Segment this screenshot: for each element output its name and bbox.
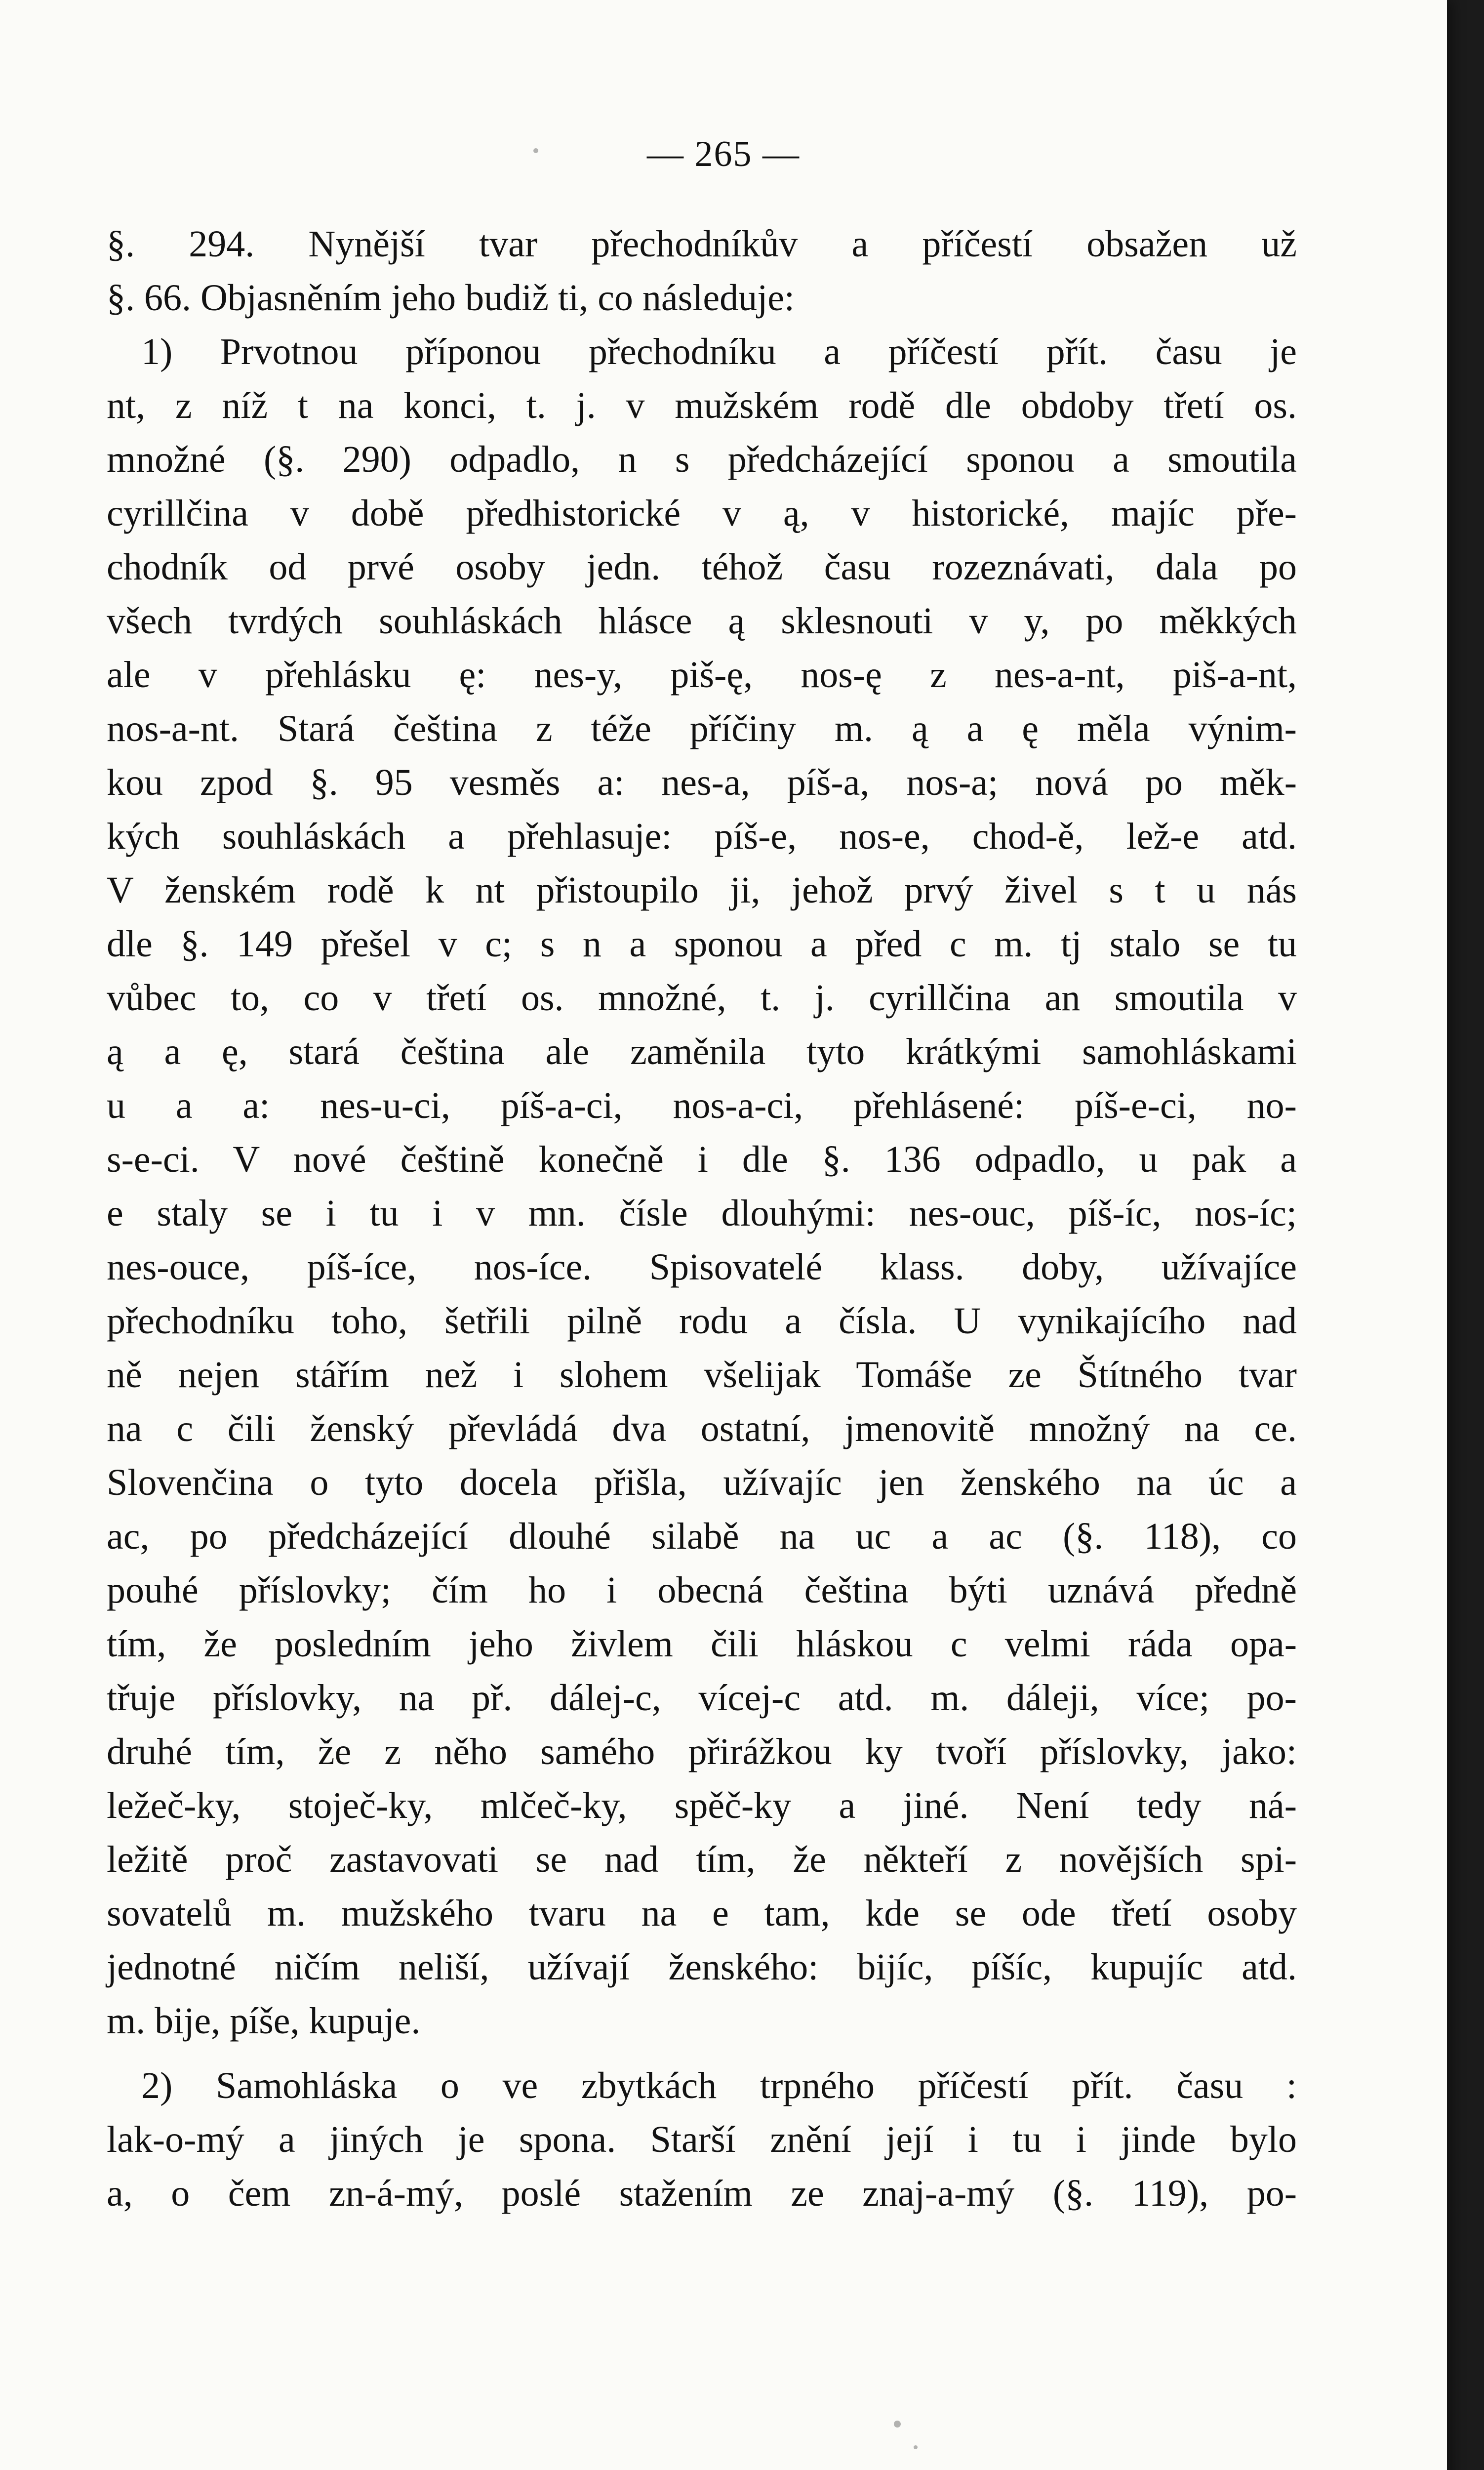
text-line: ležitě proč zastavovati se nad tím, že někteří z novějších spi-: [107, 1839, 1297, 1880]
paragraph-gap: [107, 2048, 1297, 2059]
text-line: §. 66. Objasněním jeho budiž ti, co následuje:: [107, 277, 795, 319]
paragraph-1: [107, 325, 1297, 2048]
text-line: třuje příslovky, na př. dálej-c, vícej-c atd. m. dáleji, více; po-: [107, 1677, 1297, 1719]
text-line: s-e-ci. V nové češtině konečně i dle §. 136 odpadlo, u pak a: [107, 1139, 1297, 1180]
scan-speck: [914, 2445, 918, 2449]
text-line: tím, že posledním jeho živlem čili hláskou c velmi ráda opa-: [107, 1623, 1297, 1665]
paragraph-294: [107, 217, 1297, 325]
scan-speck: [533, 148, 538, 153]
text-line: všech tvrdých souhláskách hlásce ą sklesnouti v y, po měkkých: [107, 600, 1297, 642]
scan-speck: [894, 2421, 901, 2428]
text-line: nos-a-nt. Stará čeština z téže příčiny m. ą a ę měla výnim-: [107, 708, 1297, 749]
text-line: ale v přehlásku ę: nes-y, piš-ę, nos-ę z nes-a-nt, piš-a-nt,: [107, 654, 1297, 696]
text-line: chodník od prvé osoby jedn. téhož času rozeznávati, dala po: [107, 546, 1297, 588]
text-line: ležeč-ky, stoječ-ky, mlčeč-ky, spěč-ky a jiné. Není tedy ná-: [107, 1785, 1297, 1826]
page-number: — 265 —: [647, 134, 800, 174]
text-line: dle §. 149 přešel v c; s n a sponou a před c m. tj stalo se tu: [107, 923, 1297, 965]
text-line: 2) Samohláska o ve zbytkách trpného příčestí přít. času :: [141, 2065, 1297, 2106]
text-line: kou zpod §. 95 vesměs a: nes-a, píš-a, nos-a; nová po měk-: [107, 762, 1297, 803]
text-line: cyrillčina v době předhistorické v ą, v historické, majíc pře-: [107, 493, 1297, 534]
body-text: [107, 217, 1297, 2221]
text-line: kých souhláskách a přehlasuje: píš-e, nos-e, chod-ě, lež-e atd.: [107, 816, 1297, 857]
text-line: Slovenčina o tyto docela přišla, užívajíc jen ženského na úc a: [107, 1462, 1297, 1503]
text-line: 1) Prvotnou příponou přechodníku a příčestí přít. času je: [141, 331, 1297, 372]
text-line: ą a ę, stará čeština ale zaměnila tyto krátkými samohláskami: [107, 1031, 1297, 1072]
text-line: množné (§. 290) odpadlo, n s předcházející sponou a smoutila: [107, 439, 1297, 480]
text-line: sovatelů m. mužského tvaru na e tam, kde se ode třetí osoby: [107, 1893, 1297, 1934]
text-line: e staly se i tu i v mn. čísle dlouhými: nes-ouc, píš-íc, nos-íc;: [107, 1193, 1297, 1234]
text-line: vůbec to, co v třetí os. množné, t. j. cyrillčina an smoutila v: [107, 977, 1297, 1019]
text-line: na c čili ženský převládá dva ostatní, jmenovitě množný na ce.: [107, 1408, 1297, 1449]
text-line: ně nejen stářím než i slohem všelijak Tomáše ze Štítného tvar: [107, 1354, 1297, 1396]
text-line: V ženském rodě k nt přistoupilo ji, jehož prvý živel s t u nás: [107, 869, 1297, 911]
text-line: nt, z níž t na konci, t. j. v mužském rodě dle obdoby třetí os.: [107, 385, 1297, 426]
text-line: ac, po předcházející dlouhé silabě na uc a ac (§. 118), co: [107, 1516, 1297, 1557]
text-line: pouhé příslovky; čím ho i obecná čeština býti uznává předně: [107, 1569, 1297, 1611]
paragraph-2: [107, 2059, 1297, 2221]
text-line: druhé tím, že z něho samého přirážkou ky tvoří příslovky, jako:: [107, 1731, 1297, 1772]
text-line: u a a: nes-u-ci, píš-a-ci, nos-a-ci, přehlásené: píš-e-ci, no-: [107, 1085, 1297, 1126]
text-line: §. 294. Nynější tvar přechodníkův a příčestí obsažen už: [107, 223, 1297, 265]
text-line: nes-ouce, píš-íce, nos-íce. Spisovatelé klass. doby, užívajíce: [107, 1246, 1297, 1288]
text-line: lak-o-mý a jiných je spona. Starší znění její i tu i jinde bylo: [107, 2119, 1297, 2160]
text-line: přechodníku toho, šetřili pilně rodu a čísla. U vynikajícího nad: [107, 1300, 1297, 1342]
text-line: a, o čem zn-á-mý, poslé stažením ze znaj-a-mý (§. 119), po-: [107, 2173, 1297, 2214]
text-line: m. bije, píše, kupuje.: [107, 2000, 421, 2042]
text-line: jednotné ničím neliší, užívají ženského: bijíc, píšíc, kupujíc atd.: [107, 1946, 1297, 1988]
